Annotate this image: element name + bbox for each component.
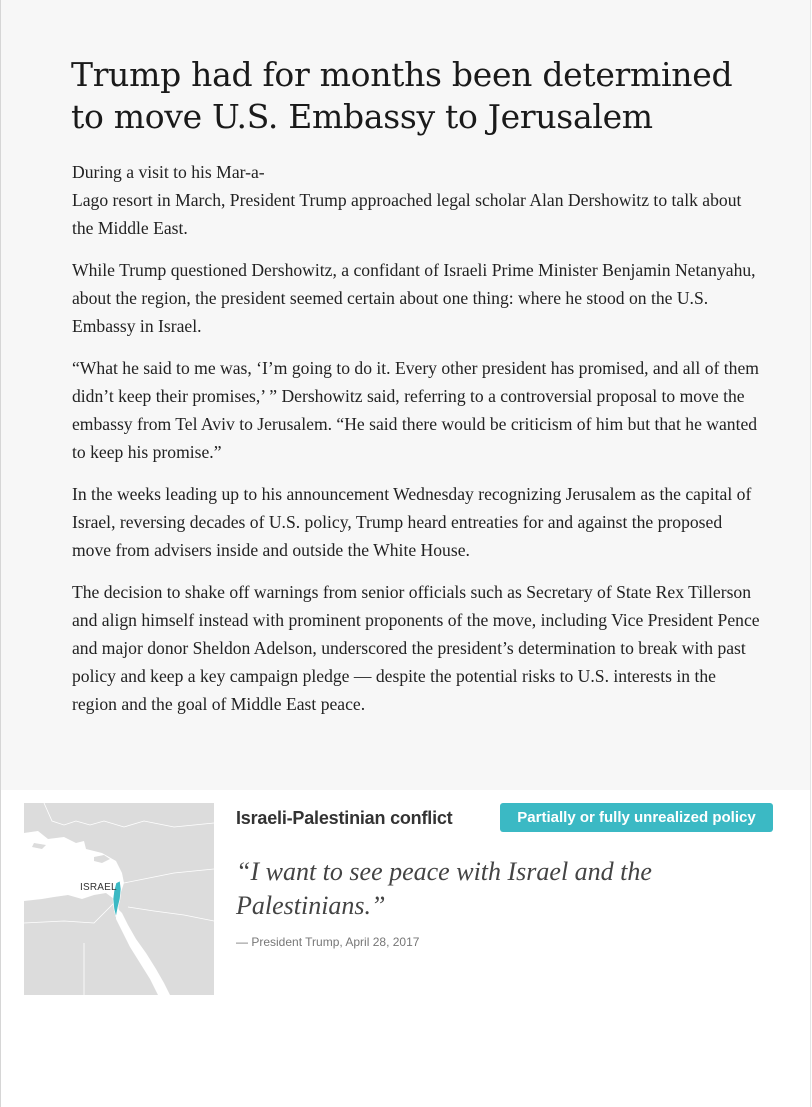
article xyxy=(1,0,810,790)
paragraph-3: “What he said to me was, ‘I’m going to do it. Every other president has promised, and all of them didn’t keep their promises,’ ” Dershowitz said, referring to a controversial proposal to move the embassy from Tel Aviv to Jerusalem. “He said there would be criticism of him but that he wanted to keep his promise.” xyxy=(72,358,759,462)
topic-title: Israeli-Palestinian conflict xyxy=(236,808,453,828)
headline xyxy=(71,54,771,138)
paragraph-1-rest: Lago resort in March, President Trump approached legal scholar Alan Dershowitz to talk about the Middle East. xyxy=(72,190,742,238)
policy-widget xyxy=(24,803,784,995)
map-label: ISRAEL xyxy=(80,882,117,893)
quote-attribution: — President Trump, April 28, 2017 xyxy=(236,935,420,949)
paragraph-1-first-line: During a visit to his Mar-a- xyxy=(72,162,265,182)
paragraph-2: While Trump questioned Dershowitz, a confidant of Israeli Prime Minister Benjamin Netanyahu, about the region, the president seemed certain about one thing: where he stood on the U.S. Embassy in Israel. xyxy=(72,260,756,336)
quote: “I want to see peace with Israel and the Palestinians.” xyxy=(236,857,652,920)
region-map xyxy=(24,803,214,995)
paragraph-1 xyxy=(72,158,762,242)
status-badge: Partially or fully unrealized policy xyxy=(500,803,773,832)
headline-line-2: to move U.S. Embassy to Jerusalem xyxy=(71,97,653,136)
map-graphic xyxy=(24,803,214,995)
paragraph-4: In the weeks leading up to his announcement Wednesday recognizing Jerusalem as the capital of Israel, reversing decades of U.S. policy, Trump heard entreaties for and against the proposed move from advisers inside and outside the White House. xyxy=(72,484,752,560)
article-body xyxy=(72,158,762,732)
headline-line-1: Trump had for months been determined xyxy=(71,55,733,94)
paragraph-5: The decision to shake off warnings from senior officials such as Secretary of State Rex Tillerson and align himself instead with prominent proponents of the move, including Vice President Pence and major donor Sheldon Adelson, underscored the president’s determination to break with past policy and keep a key campaign pledge — despite the potential risks to U.S. interests in the region and the goal of Middle East peace. xyxy=(72,582,760,714)
